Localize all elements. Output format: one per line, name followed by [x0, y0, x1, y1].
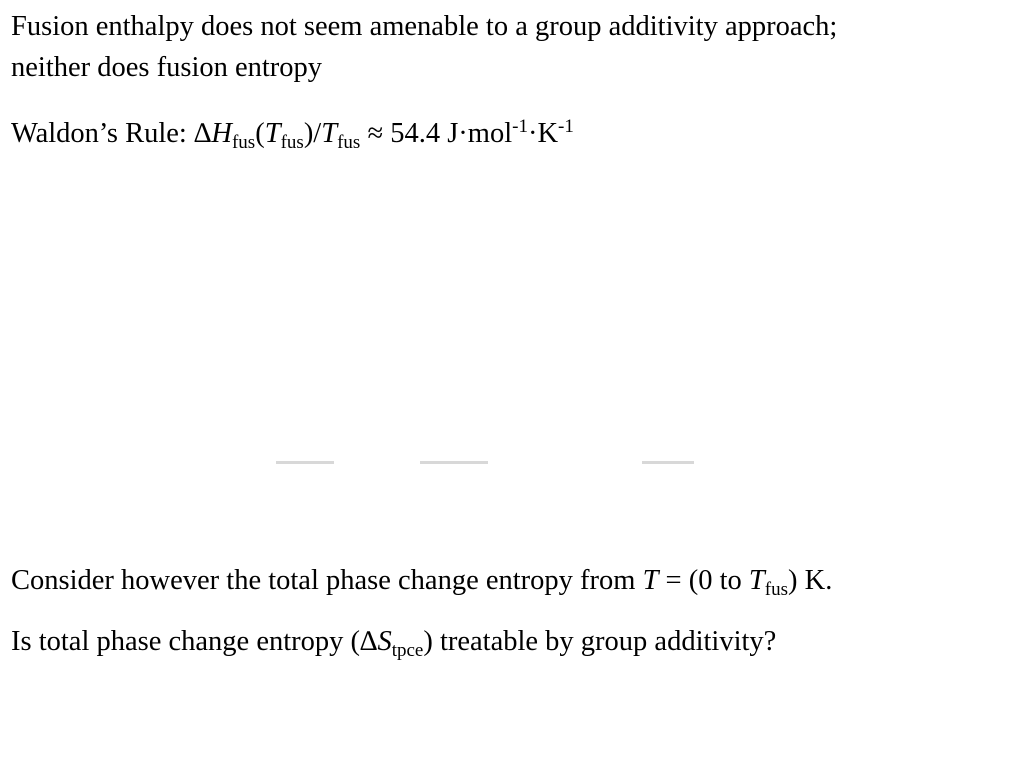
faint-artifact-mark: [276, 461, 338, 469]
open-paren: (: [255, 118, 265, 149]
range-text: = (0 to: [658, 565, 749, 596]
subscript-fus: fus: [231, 132, 256, 154]
question-end-text: ) treatable by group additivity?: [423, 626, 777, 657]
paragraph-line-1: Fusion enthalpy does not seem amenable to a group additivity approach;: [11, 11, 838, 42]
question-sentence: [11, 622, 776, 662]
waldon-rule-equation: [11, 114, 574, 154]
close-paren-slash: )/: [303, 118, 322, 149]
question-text: Is total phase change entropy (: [11, 626, 360, 657]
delta-symbol: ∆: [360, 626, 378, 657]
kelvin-unit: ·K: [527, 118, 559, 149]
entropy-symbol: S: [377, 626, 392, 657]
subscript-fus: fus: [764, 579, 788, 601]
temperature-symbol: T: [321, 118, 338, 149]
consider-text: Consider however the total phase change entropy from: [11, 565, 643, 596]
waldon-rule-label: Waldon’s Rule:: [11, 118, 194, 149]
enthalpy-symbol: H: [211, 118, 232, 149]
subscript-tpce: tpce: [391, 640, 424, 662]
faint-artifact-mark: [420, 461, 492, 469]
subscript-fus: fus: [337, 132, 361, 154]
superscript-exponent: -1: [558, 115, 574, 137]
temperature-symbol: T: [642, 565, 659, 596]
temperature-symbol: T: [264, 118, 281, 149]
unit-text: ) K.: [788, 565, 833, 596]
consider-sentence: [11, 561, 832, 601]
delta-symbol: ∆: [193, 118, 212, 149]
paragraph-line-2: neither does fusion entropy: [11, 52, 323, 83]
temperature-symbol: T: [748, 565, 765, 596]
superscript-exponent: -1: [512, 115, 528, 137]
faint-artifact-mark: [642, 461, 698, 469]
approx-value: ≈ 54.4 J·mol: [360, 118, 513, 149]
subscript-fus: fus: [280, 132, 304, 154]
